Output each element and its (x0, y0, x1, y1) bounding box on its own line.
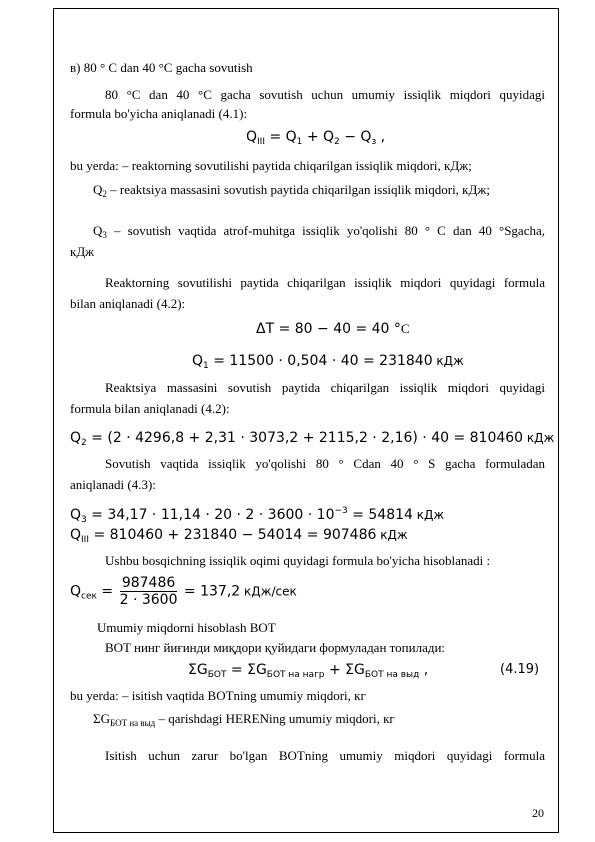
paragraph-4-line-2: aniqlanadi (4.3): (70, 477, 156, 492)
paragraph-4-line-1: Sovutish vaqtida issiqlik yo'qolishi 80 ° Cdan 40 ° S gacha formuladan (105, 456, 545, 471)
page-number: 20 (532, 806, 544, 820)
q3-definition-line-1: $Q_3$ – sovutish vaqtida atrof-muhitga issiqlik yo'qolishi 80 ° C dan 40 °Sgacha, (93, 223, 545, 240)
fraction: $\frac{987486}{2 \cdot 3600}$ (119, 575, 178, 608)
q3-definition-line-2: кДж (70, 244, 95, 259)
paragraph-3-line-1: Reaktsiya massasini sovutish paytida chiqarilgan issiqlik miqdori quyidagi (105, 380, 545, 395)
sub-heading-bot: Umumiy miqdorni hisoblash BOT (97, 620, 276, 635)
equation-number: (4.19) (500, 662, 540, 677)
section-heading: в) 80 ° C dan 40 °C gacha sovutish (70, 60, 253, 75)
equation-q1: $Q_1 = 11500 \cdot 0,504 \cdot 40 = 231840$ кДж (192, 353, 464, 371)
equation-q2: $Q_2 = (2 \cdot 4296,8 + 2,31 \cdot 3073,2 + 2115,2 \cdot 2,16) \cdot 40 = 810460$ кДж (70, 430, 555, 448)
paragraph-7: Isitish uchun zarur bo'lgan BOTning umumiy miqdori quyidagi formula (105, 748, 545, 763)
paragraph-5: Ushbu bosqichning issiqlik oqimi quyidagi formula bo'yicha hisoblanadi : (105, 553, 491, 568)
equation-q3: $Q_3 = 34,17 \cdot 11,14 \cdot 20 \cdot 2 \cdot 3600 \cdot 10^{-3} = 54814$ кДж (70, 506, 445, 525)
equation-q-iii: $Q_{III} = 810460 + 231840 - 54014 = 907486$ кДж (70, 527, 408, 545)
q2-definition: $Q_2$ – reaktsiya massasini sovutish paytida chiqarilgan issiqlik miqdori, кДж; (93, 182, 490, 199)
equation-delta-t: ΔT = 80 − 40 = 40 °C (256, 321, 410, 337)
paragraph-2-line-1: Reaktorning sovutilishi paytida chiqarilgan issiqlik miqdori quyidagi formula (105, 275, 545, 290)
equation-q-sek: $Q_{сек}$ = $\frac{987486}{2 \cdot 3600}$ = 137,2 кДж/сек (70, 575, 297, 608)
sg-definition: $\Sigma G_{БОТ на выд}$ – qarishdagi HERENing umumiy miqdori, кг (93, 711, 395, 728)
paragraph-6: BOT нинг йиғинди миқдори қуйидаги формуладан топилади: (105, 640, 446, 655)
where-q1-definition: bu yerda: – reaktorning sovutilishi paytida chiqarilgan issiqlik miqdori, кДж; (70, 158, 472, 173)
where-bot-definition: bu yerda: – isitish vaqtida BOTning umumiy miqdori, кг (70, 688, 366, 703)
paragraph-3-line-2: formula bilan aniqlanadi (4.2): (70, 401, 230, 416)
paragraph-1-line-2: formula bo'yicha aniqlanadi (4.1): (70, 106, 248, 121)
equation-4-19: $\Sigma G_{БОТ} = \Sigma G_{БОТ на нагр} + \Sigma G_{БОТ на выд}$ , (188, 662, 429, 680)
equation-4-1: $Q_{III} = Q_1 + Q_2 - Q_з$ , (246, 129, 386, 147)
paragraph-1-line-1: 80 °C dan 40 °C gacha sovutish uchun umumiy issiqlik miqdori quyidagi (105, 87, 545, 102)
paragraph-2-line-2: bilan aniqlanadi (4.2): (70, 296, 186, 311)
